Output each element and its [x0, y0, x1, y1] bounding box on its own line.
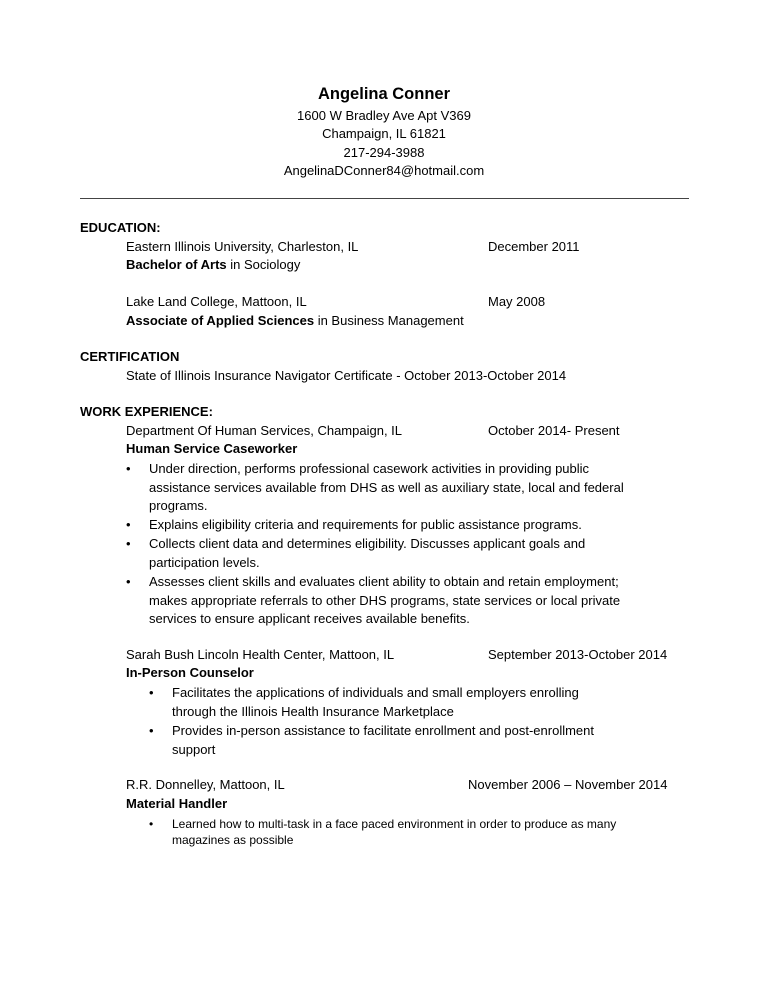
bullet-icon: • [126, 574, 131, 589]
bullet-text-line: Facilitates the applications of individuals and small employers enrolling [172, 685, 579, 700]
list-item [149, 722, 679, 760]
job-date-3: November 2006 – November 2014 [468, 777, 668, 792]
bullet-text-line: Provides in-person assistance to facilitate enrollment and post-enrollment [172, 723, 594, 738]
education-school-2: Lake Land College, Mattoon, IL [126, 294, 307, 309]
list-item [126, 516, 686, 535]
job-employer-1: Department Of Human Services, Champaign, IL [126, 423, 403, 438]
applicant-name: Angelina Conner [317, 85, 450, 103]
bullet-icon: • [126, 536, 131, 551]
bullet-text-line: assistance services available from DHS as well as auxiliary state, local and federal [149, 479, 624, 495]
job-title-1: Human Service Caseworker [126, 441, 298, 456]
header-divider [80, 198, 689, 199]
education-heading: EDUCATION: [80, 220, 161, 235]
bullet-text-line: Learned how to multi-task in a face paced environment in order to produce as many [172, 817, 617, 831]
certification-heading: CERTIFICATION [80, 349, 180, 364]
list-item [126, 535, 686, 573]
job-employer-3: R.R. Donnelley, Mattoon, IL [126, 777, 285, 792]
address-line-1: 1600 W Bradley Ave Apt V369 [297, 108, 471, 123]
job-date-2: September 2013-October 2014 [488, 647, 668, 662]
list-item [126, 460, 686, 516]
bullet-icon: • [149, 723, 154, 738]
bullet-text-line: Under direction, performs professional casework activities in providing public [149, 461, 590, 476]
bullet-icon: • [149, 685, 154, 700]
bullet-text-line: Explains eligibility criteria and requirements for public assistance programs. [149, 517, 582, 532]
bullet-text-line: services to ensure applicant receives available benefits. [149, 611, 470, 627]
bullet-text-line: magazines as possible [172, 833, 294, 847]
bullet-text-line: participation levels. [149, 554, 260, 570]
job-title-2: In-Person Counselor [126, 665, 254, 680]
bullet-text-line: makes appropriate referrals to other DHS programs, state services or local private [149, 592, 621, 608]
bullet-icon: • [126, 461, 131, 476]
list-item [149, 684, 679, 722]
bullet-text-line: support [172, 741, 216, 757]
bullet-text-line: programs. [149, 498, 208, 514]
education-school-1: Eastern Illinois University, Charleston, IL [126, 239, 359, 254]
education-degree-2: Associate of Applied Sciences [126, 313, 315, 328]
education-field-1: in Sociology [226, 257, 301, 272]
bullet-text-line: through the Illinois Health Insurance Marketplace [172, 703, 454, 719]
bullet-text-line: Assesses client skills and evaluates client ability to obtain and retain employment; [149, 574, 619, 589]
bullet-icon: • [149, 817, 154, 831]
education-degree-line-2 [126, 313, 464, 328]
bullet-text-line: Collects client data and determines eligibility. Discusses applicant goals and [149, 536, 586, 551]
email-address: AngelinaDConner84@hotmail.com [283, 163, 485, 178]
address-line-2: Champaign, IL 61821 [322, 126, 446, 141]
education-degree-line-1 [126, 257, 300, 272]
work-heading: WORK EXPERIENCE: [80, 404, 213, 419]
education-date-1: December 2011 [488, 239, 580, 254]
education-date-2: May 2008 [488, 294, 546, 309]
job-title-3: Material Handler [126, 796, 228, 811]
education-degree-1: Bachelor of Arts [126, 257, 227, 272]
list-item [126, 573, 686, 629]
list-item [149, 816, 689, 850]
job-date-1: October 2014- Present [488, 423, 620, 438]
certification-text: State of Illinois Insurance Navigator Certificate - October 2013-October 2014 [126, 368, 567, 383]
bullet-icon: • [126, 517, 131, 532]
phone-number: 217-294-3988 [343, 145, 425, 160]
job-employer-2: Sarah Bush Lincoln Health Center, Mattoon, IL [126, 647, 395, 662]
education-field-2: in Business Management [314, 313, 464, 328]
